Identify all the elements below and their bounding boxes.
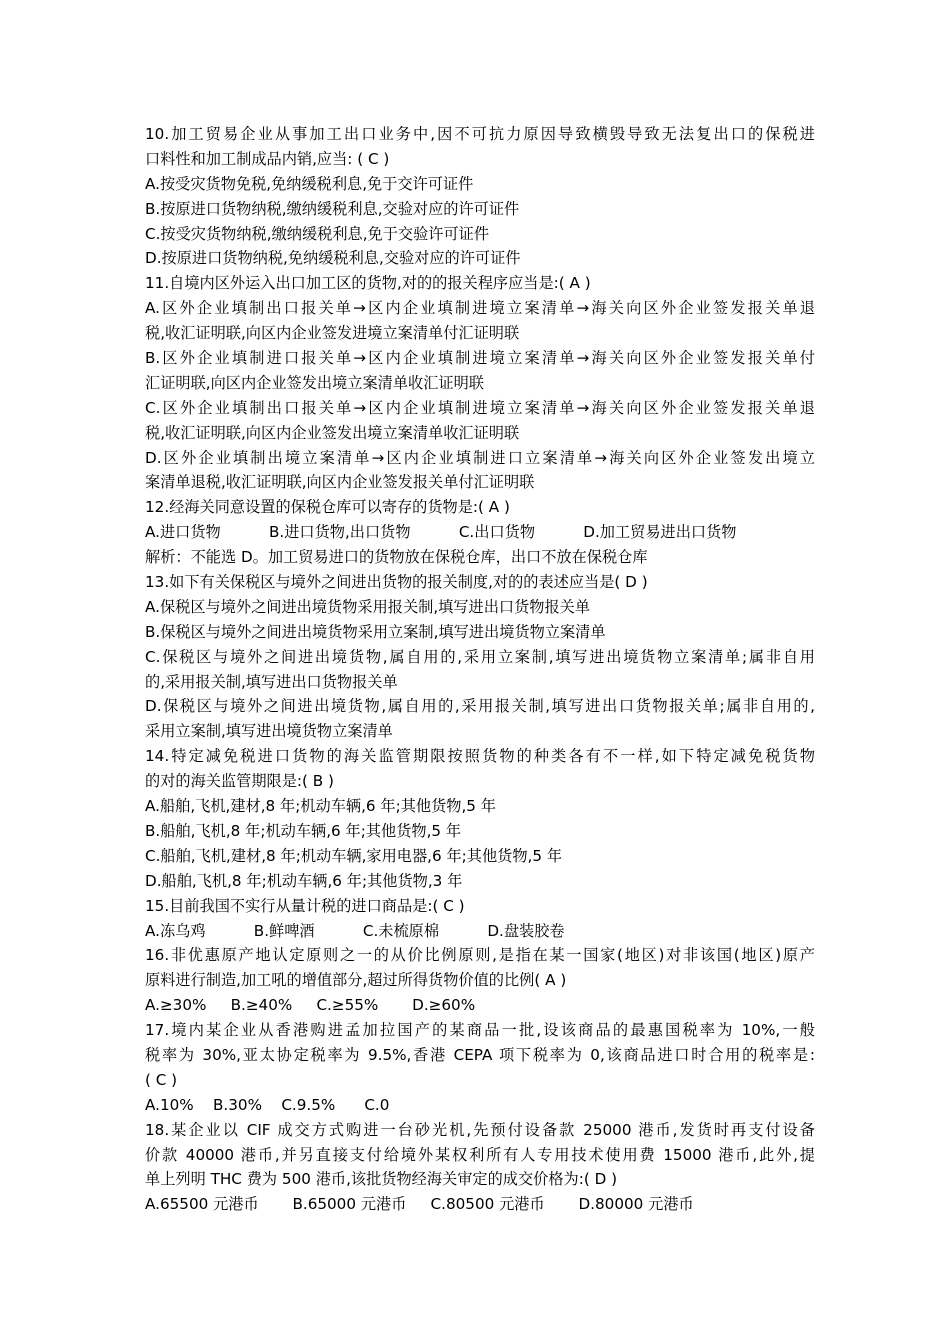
text-line: C.区外企业填制出口报关单→区内企业填制进境立案清单→海关向区外企业签发报关单退 bbox=[145, 398, 815, 417]
text-line: D.按原进口货物纳税,免纳缓税利息,交验对应的许可证件 bbox=[145, 249, 521, 268]
text-line: A.冻乌鸡 B.鲜啤酒 C.未梳原棉 D.盘装胶卷 bbox=[145, 921, 565, 940]
text-line: 单上列明 THC 费为 500 港币,该批货物经海关审定的成交价格为:( D ) bbox=[145, 1170, 618, 1189]
text-line: D.区外企业填制出境立案清单→区内企业填制进口立案清单→海关向区外企业签发出境立 bbox=[145, 448, 815, 467]
text-line: A.船舶,飞机,建材,8 年;机动车辆,6 年;其他货物,5 年 bbox=[145, 797, 496, 816]
text-line: A.区外企业填制出口报关单→区内企业填制进境立案清单→海关向区外企业签发报关单退 bbox=[145, 299, 815, 318]
text-line: 案清单退税,收汇证明联,向区内企业签发报关单付汇证明联 bbox=[145, 473, 535, 492]
text-line: A.≥30% B.≥40% C.≥55% D.≥60% bbox=[145, 996, 476, 1015]
text-line: B.按原进口货物纳税,缴纳缓税利息,交验对应的许可证件 bbox=[145, 199, 520, 218]
text-line: 原料进行制造,加工吼的增值部分,超过所得货物价值的比例( A ) bbox=[145, 971, 567, 990]
text-line: 17.境内某企业从香港购进孟加拉国产的某商品一批,设该商品的最惠国税率为 10%,一般 bbox=[145, 1021, 815, 1040]
text-line: B.区外企业填制进口报关单→区内企业填制进境立案清单→海关向区外企业签发报关单付 bbox=[145, 349, 815, 368]
document-page bbox=[145, 122, 815, 1217]
text-line: C.船舶,飞机,建材,8 年;机动车辆,家用电器,6 年;其他货物,5 年 bbox=[145, 846, 563, 865]
text-line: 18.某企业以 CIF 成交方式购进一台砂光机,先预付设备款 25000 港币,发货时再支付设备 bbox=[145, 1120, 815, 1139]
text-line: 的对的海关监管期限是:( B ) bbox=[145, 772, 334, 791]
text-line: 13.如下有关保税区与境外之间进出货物的报关制度,对的的表述应当是( D ) bbox=[145, 573, 648, 592]
text-line: A.10% B.30% C.9.5% C.0 bbox=[145, 1095, 390, 1114]
text-line: C.保税区与境外之间进出境货物,属自用的,采用立案制,填写进出境货物立案清单;属非自用 bbox=[145, 647, 815, 666]
text-line: 税率为 30%,亚太协定税率为 9.5%,香港 CEPA 项下税率为 0,该商品进口时合用的税率是: bbox=[145, 1045, 815, 1064]
text-line: B.船舶,飞机,8 年;机动车辆,6 年;其他货物,5 年 bbox=[145, 821, 462, 840]
text-line: C.按受灾货物纳税,缴纳缓税利息,免于交验许可证件 bbox=[145, 224, 490, 243]
text-line: 11.自境内区外运入出口加工区的货物,对的的报关程序应当是:( A ) bbox=[145, 274, 591, 293]
text-line: 14.特定减免税进口货物的海关监管期限按照货物的种类各有不一样,如下特定减免税货物 bbox=[145, 747, 815, 766]
text-line: 口料性和加工制成品内销,应当: ( C ) bbox=[145, 149, 390, 168]
text-line: 采用立案制,填写进出境货物立案清单 bbox=[145, 722, 393, 741]
text-line: 的,采用报关制,填写进出口货物报关单 bbox=[145, 672, 398, 691]
text-line: 税,收汇证明联,向区内企业签发进境立案清单付汇证明联 bbox=[145, 324, 520, 343]
text-line: 12.经海关同意设置的保税仓库可以寄存的货物是:( A ) bbox=[145, 498, 510, 517]
text-line: 价款 40000 港币,并另直接支付给境外某权利所有人专用技术使用费 15000 港币,此外,提 bbox=[145, 1145, 815, 1164]
text-line: 15.目前我国不实行从量计税的进口商品是:( C ) bbox=[145, 896, 465, 915]
text-line: 税,收汇证明联,向区内企业签发出境立案清单收汇证明联 bbox=[145, 423, 520, 442]
text-line: 解析：不能选 D。加工贸易进口的货物放在保税仓库，出口不放在保税仓库 bbox=[145, 548, 648, 567]
text-line: ( C ) bbox=[145, 1070, 178, 1089]
text-line: 10.加工贸易企业从事加工出口业务中,因不可抗力原因导致横毁导致无法复出口的保税进 bbox=[145, 125, 815, 143]
text-line: D.船舶,飞机,8 年;机动车辆,6 年;其他货物,3 年 bbox=[145, 871, 463, 890]
text-line: A.进口货物 B.进口货物,出口货物 C.出口货物 D.加工贸易进出口货物 bbox=[145, 523, 737, 542]
text-line: A.保税区与境外之间进出境货物采用报关制,填写进出口货物报关单 bbox=[145, 597, 591, 616]
text-line: A.按受灾货物免税,免纳缓税利息,免于交许可证件 bbox=[145, 174, 474, 193]
text-line: 16.非优惠原产地认定原则之一的从价比例原则,是指在某一国家(地区)对非该国(地区)原产 bbox=[145, 946, 815, 965]
text-line: B.保税区与境外之间进出境货物采用立案制,填写进出境货物立案清单 bbox=[145, 622, 606, 641]
text-line: A.65500 元港币 B.65000 元港币 C.80500 元港币 D.80000 元港币 bbox=[145, 1195, 694, 1214]
text-line: 汇证明联,向区内企业签发出境立案清单收汇证明联 bbox=[145, 373, 484, 392]
text-line: D.保税区与境外之间进出境货物,属自用的,采用报关制,填写进出口货物报关单;属非自用的, bbox=[145, 697, 815, 716]
